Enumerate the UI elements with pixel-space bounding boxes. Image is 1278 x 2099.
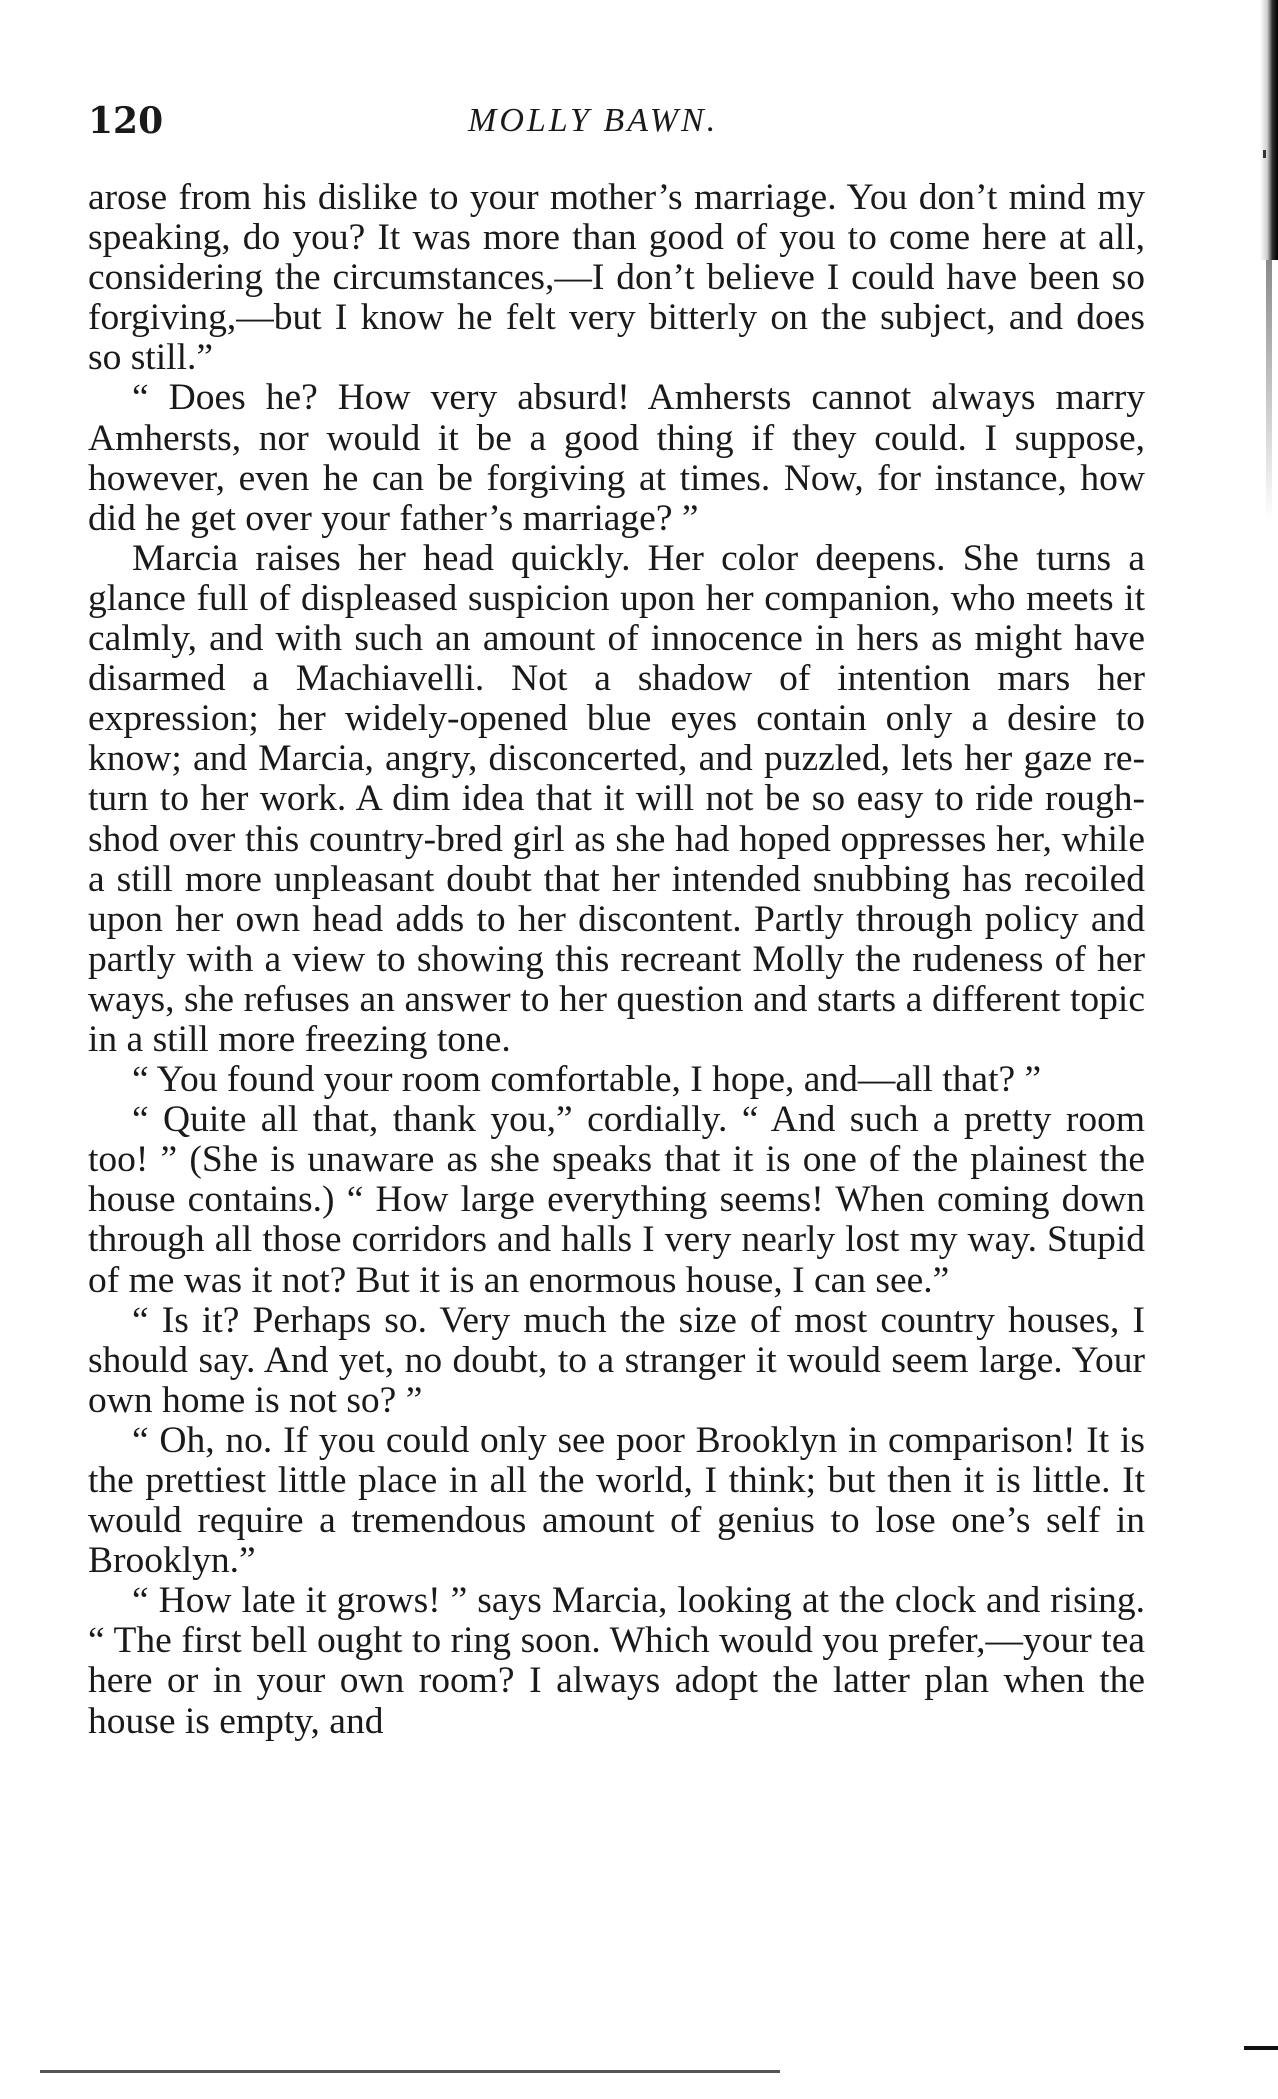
paragraph-continuation: arose from his dislike to your mother’s marriage. You don’t mind my speaking, do you? It was more than good of you to come here at all, considering the circumstances,—I don’t believe I could have been so forgiving,—but I know he felt very bitterly on the subject, and does so still.” [88, 177, 1145, 379]
paragraph: “ Oh, no. If you could only see poor Brooklyn in comparison! It is the prettiest little place in all the world, I think; but then it is little. It would require a tremendous amount of genius to lose one’s self in Brooklyn.” [88, 1419, 1145, 1582]
page-number: 120 [88, 100, 164, 142]
bottom-rule-right [1244, 2046, 1278, 2050]
paragraph: “ You found your room comfortable, I hope, and—all that? ” [132, 1059, 1042, 1101]
running-head [88, 100, 1148, 150]
paragraph: “ Quite all that, thank you,” cordially. “ And such a pretty room too! ” (She is unaware as she speaks that it is one of the plainest the house contains.) “ How large everything seems! When coming down through all those corridors and halls I very nearly lost my way. Stupid of me was it not? But it is an enormous house, I can see.” [88, 1099, 1145, 1301]
paragraph: Marcia raises her head quickly. Her color deepens. She turns a glance full of displeased suspicion upon her companion, who meets it calmly, and with such an amount of innocence in hers as might have disarmed a Machiavelli. Not a shadow of intention mars her expression; her widely-opened blue eyes contain only a desire to know; and Marcia, angry, disconcerted, and puzzled, lets her gaze return to her work. A dim idea that it will not be so easy to ride rough-shod over this country-bred girl as she had hoped oppresses her, while a still more unpleasant doubt that her intended snubbing has recoiled upon her own head adds to her discontent. Partly through policy and partly with a view to showing this recreant Molly the rudeness of her ways, she refuses an answer to her question and starts a different topic in a still more freezing tone. [88, 537, 1145, 1060]
page-edge-shadow [1260, 0, 1278, 260]
print-speck [1263, 150, 1266, 158]
book-title: MOLLY BAWN. [468, 102, 719, 139]
bottom-rule [40, 2070, 780, 2073]
page-edge-shadow-lower [1266, 260, 1272, 520]
paragraph: “ How late it grows! ” says Marcia, looking at the clock and rising. “ The first bell ought to ring soon. Which would you prefer,—your tea here or in your own room? I always adopt the latter plan when the house is empty, and [88, 1580, 1145, 1742]
body-text [88, 178, 1145, 1742]
paragraph: “ Is it? Perhaps so. Very much the size of most country houses, I should say. And yet, no doubt, to a stranger it would seem large. Your own home is not so? ” [88, 1299, 1145, 1421]
paragraph: “ Does he? How very absurd! Amhersts cannot always marry Amhersts, nor would it be a good thing if they could. I suppose, however, even he can be forgiving at times. Now, for instance, how did he get over your father’s marriage? ” [88, 377, 1145, 539]
